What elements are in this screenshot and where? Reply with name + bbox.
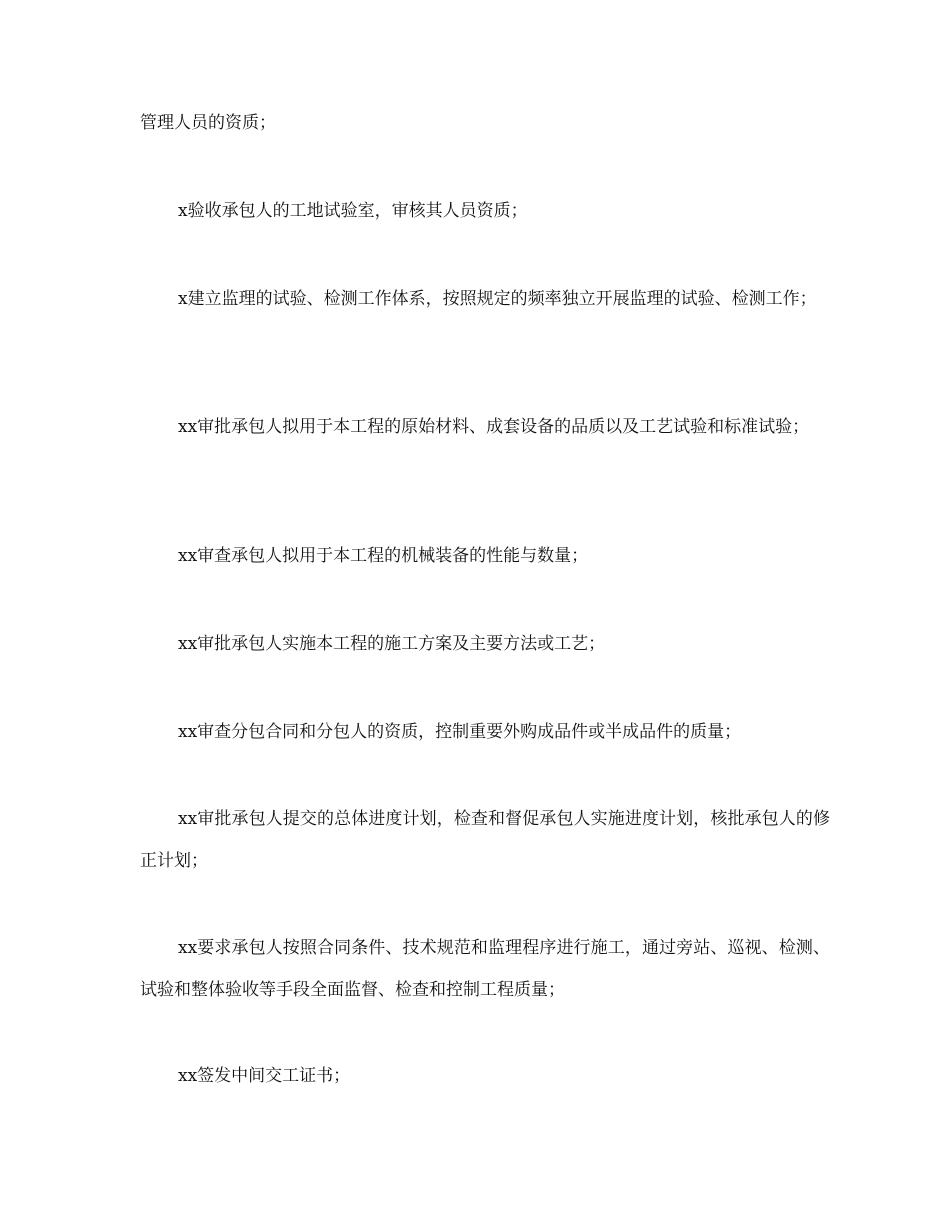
- paragraph-materials-approval: xx审批承包人拟用于本工程的原始材料、成套设备的品质以及工艺试验和标准试验；: [178, 417, 810, 437]
- paragraph-testing-system: x建立监理的试验、检测工作体系，按照规定的频率独立开展监理的试验、检测工作；: [178, 289, 817, 309]
- paragraph-schedule-approval: xx审批承包人提交的总体进度计划，检查和督促承包人实施进度计划，核批承包人的修正计划；: [140, 809, 830, 871]
- paragraph-personnel-qualification: 管理人员的资质；: [140, 113, 276, 133]
- paragraph-lab-acceptance: x验收承包人的工地试验室，审核其人员资质；: [178, 201, 528, 221]
- paragraph-equipment-review: xx审查承包人拟用于本工程的机械装备的性能与数量；: [178, 546, 589, 566]
- paragraph-construction-plan: xx审批承包人实施本工程的施工方案及主要方法或工艺；: [178, 634, 606, 654]
- paragraph-quality-control: xx要求承包人按照合同条件、技术规范和监理程序进行施工，通过旁站、巡视、检测、试验和整体验收等手段全面监督、检查和控制工程质量；: [140, 938, 830, 1000]
- paragraph-interim-certificate: xx签发中间交工证书；: [178, 1066, 351, 1086]
- paragraph-subcontract-review: xx审查分包合同和分包人的资质，控制重要外购成品件或半成品件的质量；: [178, 722, 742, 742]
